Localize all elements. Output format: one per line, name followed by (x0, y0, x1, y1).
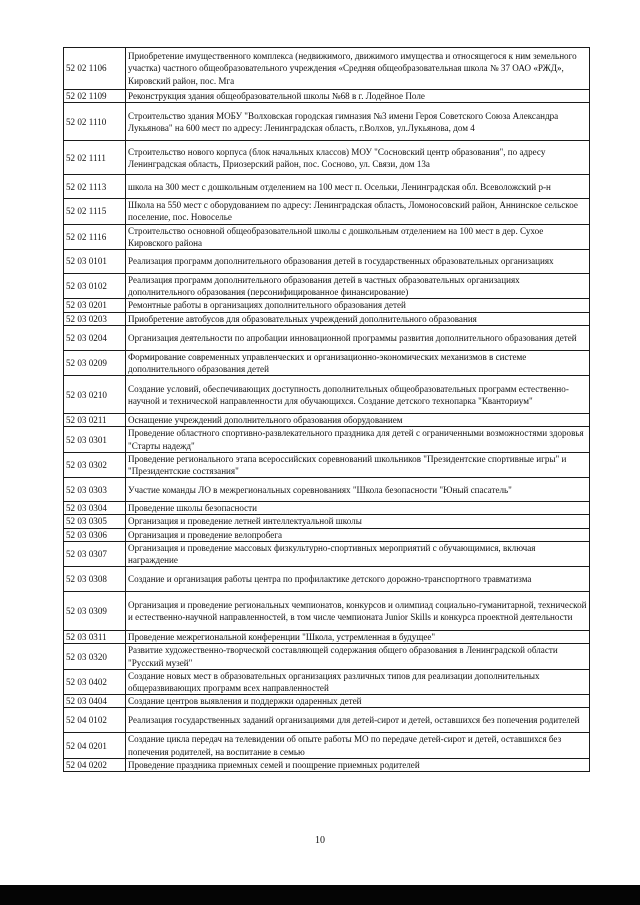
table-row (64, 299, 590, 312)
row-code-cell: 52 02 1111 (64, 141, 126, 175)
table-row (64, 90, 590, 103)
row-description-cell: Строительство здания МОБУ "Волховская городская гимназия №3 имени Героя Советского Союза Александра Лукьянова" на 600 мест по адресу: Ленинградская область, г.Волхов, ул.Лукьянова, дом 4 (126, 103, 590, 141)
row-description-cell: Проведение межрегиональной конференции "Школа, устремленная в будущее" (126, 631, 590, 644)
row-description-cell: Строительство нового корпуса (блок начальных классов) МОУ "Сосновский центр образования", по адресу Ленинградская область, Приозерский район, пос. Сосново, ул. Связи, дом 13а (126, 141, 590, 175)
table-row (64, 669, 590, 694)
row-code-cell: 52 03 0101 (64, 250, 126, 274)
table-row (64, 414, 590, 427)
row-description-cell: Создание и организация работы центра по профилактике детского дорожно-транспортного травматизма (126, 567, 590, 592)
table-row (64, 103, 590, 141)
row-code-cell: 52 03 0309 (64, 592, 126, 631)
page-number: 10 (315, 835, 325, 846)
row-description-cell: Организация и проведение массовых физкультурно-спортивных мероприятий с обучающимися, включая награждение (126, 541, 590, 566)
row-code-cell: 52 03 0303 (64, 478, 126, 502)
row-description-cell: Участие команды ЛО в межрегиональных соревнованиях "Школа безопасности "Юный спасатель" (126, 478, 590, 502)
table-row (64, 502, 590, 515)
row-code-cell: 52 03 0305 (64, 515, 126, 528)
row-description-cell: Школа на 550 мест с оборудованием по адресу: Ленинградская область, Ломоносовский район, Аннинское сельское поселение, пос. Новоселье (126, 199, 590, 224)
row-description-cell: Создание центров выявления и поддержки одаренных детей (126, 695, 590, 708)
row-code-cell: 52 03 0210 (64, 376, 126, 414)
table-row (64, 350, 590, 375)
row-description-cell: Проведение школы безопасности (126, 502, 590, 515)
table-row (64, 631, 590, 644)
row-code-cell: 52 04 0102 (64, 708, 126, 733)
row-code-cell: 52 03 0201 (64, 299, 126, 312)
table-row (64, 250, 590, 274)
table-row (64, 175, 590, 199)
table-row (64, 515, 590, 528)
table-row (64, 592, 590, 631)
row-code-cell: 52 03 0204 (64, 325, 126, 350)
row-code-cell: 52 03 0402 (64, 669, 126, 694)
table-row (64, 567, 590, 592)
row-description-cell: Проведение регионального этапа всероссийских соревнований школьников "Президентские спортивные игры" и "Президентские состязания" (126, 452, 590, 477)
table-row (64, 758, 590, 771)
row-code-cell: 52 03 0307 (64, 541, 126, 566)
row-code-cell: 52 03 0306 (64, 528, 126, 541)
row-description-cell: Ремонтные работы в организациях дополнительного образования детей (126, 299, 590, 312)
table-row (64, 644, 590, 669)
row-code-cell: 52 03 0304 (64, 502, 126, 515)
row-description-cell: Формирование современных управленческих и организационно-экономических механизмов в системе дополнительного образования детей (126, 350, 590, 375)
row-description-cell: Проведение праздника приемных семей и поощрение приемных родителей (126, 758, 590, 771)
table-row (64, 224, 590, 249)
row-code-cell: 52 03 0404 (64, 695, 126, 708)
row-code-cell: 52 02 1115 (64, 199, 126, 224)
row-code-cell: 52 03 0203 (64, 312, 126, 325)
row-code-cell: 52 04 0201 (64, 733, 126, 758)
budget-code-table (63, 47, 590, 772)
row-description-cell: Приобретение имущественного комплекса (недвижимого, движимого имущества и относящегося к ним земельного участка) частного общеобразовательного учреждения «Средняя общеобразовательная школа № 37 ОАО «РЖД», Кировский район, пос. Мга (126, 48, 590, 90)
row-code-cell: 52 03 0320 (64, 644, 126, 669)
table-row (64, 708, 590, 733)
row-description-cell: Реконструкция здания общеобразовательной школы №68 в г. Лодейное Поле (126, 90, 590, 103)
table-row (64, 452, 590, 477)
table-row (64, 478, 590, 502)
row-code-cell: 52 03 0308 (64, 567, 126, 592)
row-code-cell: 52 02 1110 (64, 103, 126, 141)
row-code-cell: 52 02 1113 (64, 175, 126, 199)
row-code-cell: 52 02 1106 (64, 48, 126, 90)
row-description-cell: Создание цикла передач на телевидении об опыте работы МО по передаче детей-сирот и детей, оставшихся без попечения родителей, на воспитание в семью (126, 733, 590, 758)
row-code-cell: 52 04 0202 (64, 758, 126, 771)
row-code-cell: 52 03 0209 (64, 350, 126, 375)
row-code-cell: 52 03 0302 (64, 452, 126, 477)
row-description-cell: Оснащение учреждений дополнительного образования оборудованием (126, 414, 590, 427)
table-row (64, 325, 590, 350)
row-code-cell: 52 03 0211 (64, 414, 126, 427)
row-description-cell: Организация и проведение летней интеллектуальной школы (126, 515, 590, 528)
table-row (64, 141, 590, 175)
row-description-cell: Реализация программ дополнительного образования детей в государственных образовательных организациях (126, 250, 590, 274)
row-code-cell: 52 03 0301 (64, 427, 126, 452)
row-description-cell: Организация и проведение велопробега (126, 528, 590, 541)
table-body (64, 48, 590, 772)
table-row (64, 312, 590, 325)
row-description-cell: Проведение областного спортивно-развлекательного праздника для детей с ограниченными возможностями здоровья "Старты надежд" (126, 427, 590, 452)
row-description-cell: Создание условий, обеспечивающих доступность дополнительных общеобразовательных программ естественно-научной и технической направленности для обучающихся. Создание детского технопарка "Кванториум" (126, 376, 590, 414)
table-row (64, 199, 590, 224)
row-code-cell: 52 03 0311 (64, 631, 126, 644)
row-description-cell: Реализация государственных заданий организациями для детей-сирот и детей, оставшихся без попечения родителей (126, 708, 590, 733)
row-code-cell: 52 03 0102 (64, 274, 126, 299)
table-row (64, 695, 590, 708)
table-row (64, 528, 590, 541)
row-code-cell: 52 02 1116 (64, 224, 126, 249)
row-description-cell: Приобретение автобусов для образовательных учреждений дополнительного образования (126, 312, 590, 325)
table-row (64, 48, 590, 90)
table-row (64, 274, 590, 299)
row-description-cell: школа на 300 мест с дошкольным отделением на 100 мест п. Осельки, Ленинградская обл. Всеволожский р-н (126, 175, 590, 199)
row-description-cell: Создание новых мест в образовательных организациях различных типов для реализации дополнительных общеразвивающих программ всех направленностей (126, 669, 590, 694)
table-row (64, 733, 590, 758)
row-description-cell: Реализация программ дополнительного образования детей в частных образовательных организациях дополнительного образования (персонифицированное финансирование) (126, 274, 590, 299)
table-row (64, 427, 590, 452)
row-description-cell: Строительство основной общеобразовательной школы с дошкольным отделением на 100 мест в дер. Сухое Кировского района (126, 224, 590, 249)
row-code-cell: 52 02 1109 (64, 90, 126, 103)
table-row (64, 376, 590, 414)
scan-bottom-edge (0, 885, 640, 905)
row-description-cell: Развитие художественно-творческой составляющей содержания общего образования в Ленинградской области "Русский музей" (126, 644, 590, 669)
row-description-cell: Организация и проведение региональных чемпионатов, конкурсов и олимпиад социально-гуманитарной, технической и естественно-научной направленностей, в том числе чемпионата Junior Skills и конкурса проектной деятельности (126, 592, 590, 631)
row-description-cell: Организация деятельности по апробации инновационной программы развития дополнительного образования детей (126, 325, 590, 350)
table-row (64, 541, 590, 566)
